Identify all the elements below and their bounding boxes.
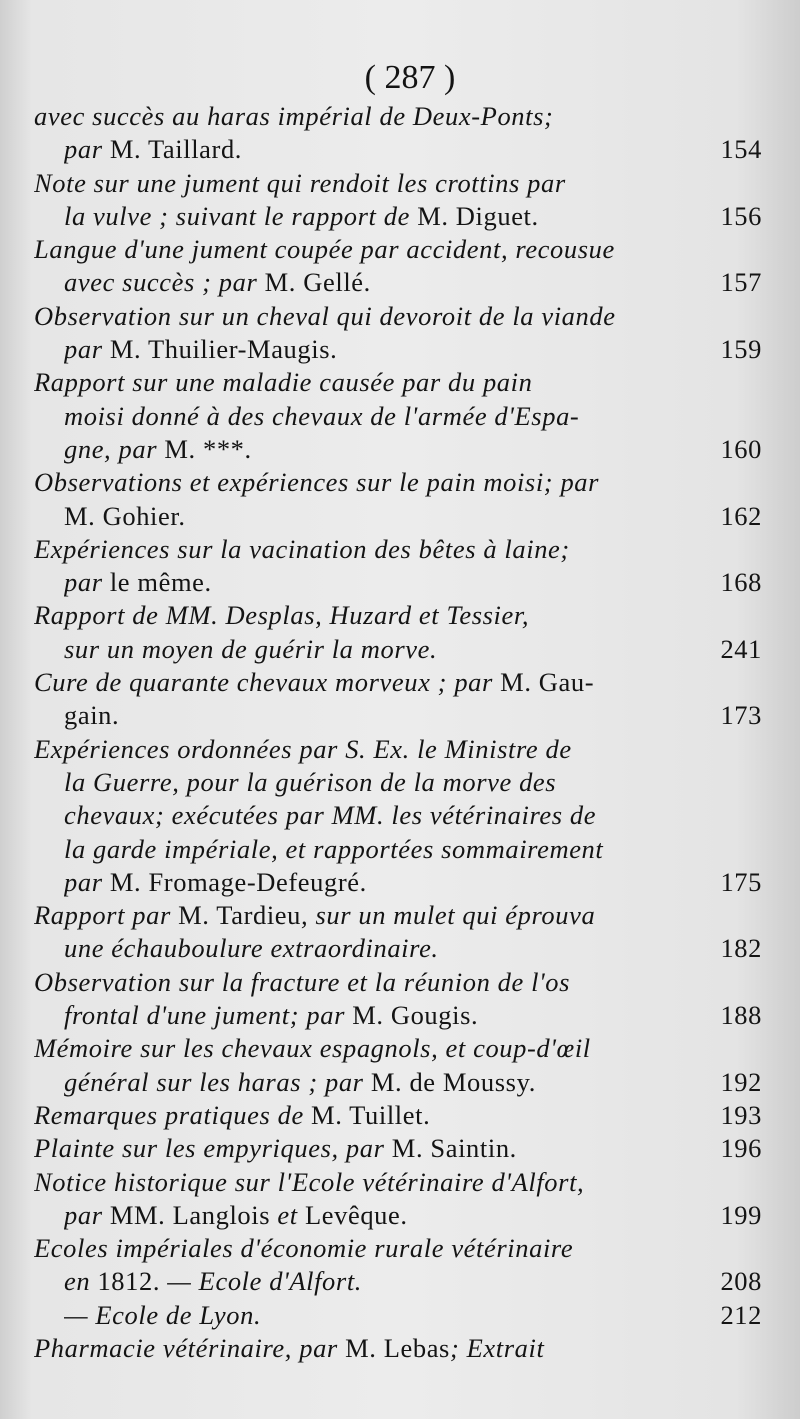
toc-entry xyxy=(34,666,762,733)
text-segment: Rapport par xyxy=(34,900,179,931)
entry-text xyxy=(64,333,710,366)
page-reference: 175 xyxy=(720,866,762,897)
page-reference: 168 xyxy=(720,567,762,598)
page-reference: 154 xyxy=(720,134,762,165)
page-number: ( 287 ) xyxy=(364,59,456,96)
entry-text xyxy=(64,133,710,166)
toc-entry-line xyxy=(34,766,762,799)
toc-entry-line xyxy=(34,333,762,366)
toc-entry-line xyxy=(34,233,762,266)
entry-text xyxy=(34,167,762,200)
text-segment: Levêque. xyxy=(304,1199,408,1230)
toc-entry-line xyxy=(34,699,762,732)
text-segment: la garde impériale, et rapportées sommairement xyxy=(64,833,604,864)
toc-entry-line xyxy=(34,300,762,333)
page-reference: 173 xyxy=(720,700,762,731)
text-segment: la vulve ; suivant le rapport de xyxy=(64,200,418,231)
text-segment: Plainte sur les empyriques, par xyxy=(34,1133,392,1164)
entry-text xyxy=(34,233,762,266)
page-reference: 199 xyxy=(720,1199,762,1230)
text-segment: Pharmacie vétérinaire, par xyxy=(34,1332,346,1363)
entry-text xyxy=(64,866,710,899)
text-segment: Ecoles impériales d'économie rurale vétérinaire xyxy=(34,1233,574,1264)
text-segment: gne, par xyxy=(64,433,165,464)
toc-entry-line xyxy=(34,200,762,233)
entry-text xyxy=(34,366,762,399)
entry-text xyxy=(34,666,762,699)
text-segment: et xyxy=(277,1199,305,1230)
toc-entry xyxy=(34,300,762,367)
page-reference: 160 xyxy=(720,433,762,464)
toc-entry xyxy=(34,966,762,1033)
toc-entry-line xyxy=(34,133,762,166)
toc-entry xyxy=(34,167,762,234)
entry-text xyxy=(34,899,762,932)
text-segment: M. Gellé. xyxy=(264,267,371,298)
toc-entry-line xyxy=(34,1032,762,1065)
toc-entry-line xyxy=(34,833,762,866)
text-segment: frontal d'une jument; par xyxy=(64,1000,353,1031)
text-segment: général sur les haras ; par xyxy=(64,1066,371,1097)
toc-entry-line xyxy=(34,999,762,1032)
toc-entry-line xyxy=(34,899,762,932)
page-reference: 212 xyxy=(720,1299,762,1330)
entry-text xyxy=(64,200,710,233)
text-segment: par xyxy=(64,1199,110,1230)
page-reference: 241 xyxy=(720,633,762,664)
toc-entry-line xyxy=(34,966,762,999)
toc-entry-line xyxy=(34,100,762,133)
text-segment: Observation sur la fracture et la réunion de l'os xyxy=(34,966,571,997)
entry-text xyxy=(64,699,710,732)
entry-text xyxy=(64,799,762,832)
entry-text xyxy=(34,599,762,632)
toc-entry-line xyxy=(34,500,762,533)
page-reference: 193 xyxy=(720,1099,762,1130)
entry-text xyxy=(34,733,762,766)
page-reference: 157 xyxy=(720,267,762,298)
text-segment: Observations et expériences sur le pain moisi; par xyxy=(34,467,600,498)
text-segment: une échauboulure extraordinaire. xyxy=(64,933,439,964)
toc-entry xyxy=(34,1032,762,1099)
toc-entry xyxy=(34,1232,762,1332)
entry-text xyxy=(34,100,762,133)
toc-entry xyxy=(34,233,762,300)
text-segment: Observation sur un cheval qui devoroit de la viande xyxy=(34,300,616,331)
entry-text xyxy=(34,1166,762,1199)
toc-entry xyxy=(34,1332,762,1365)
entry-text xyxy=(64,932,710,965)
text-segment: Mémoire sur les chevaux espagnols, et coup-d'œil xyxy=(34,1033,591,1064)
text-segment: Cure de quarante chevaux morveux ; par xyxy=(34,667,501,698)
page-reference: 208 xyxy=(720,1266,762,1297)
toc-entry-line xyxy=(34,932,762,965)
text-segment: Expériences ordonnées par S. Ex. le Ministre de xyxy=(34,733,572,764)
entry-text xyxy=(34,1232,762,1265)
text-segment: Rapport sur une maladie causée par du pain xyxy=(34,367,533,398)
text-segment: M. Taillard. xyxy=(109,134,243,165)
entry-text xyxy=(64,1299,710,1332)
page-reference: 182 xyxy=(720,933,762,964)
text-segment: Notice historique sur l'Ecole vétérinaire d'Alfort, xyxy=(34,1166,585,1197)
entry-text xyxy=(64,266,710,299)
text-segment: par xyxy=(64,866,110,897)
toc-entry xyxy=(34,533,762,600)
text-segment: gain. xyxy=(64,700,120,731)
toc-entry-line xyxy=(34,1332,762,1365)
text-segment: M. Diguet. xyxy=(417,200,539,231)
text-segment: par xyxy=(64,134,110,165)
text-segment: moisi donné à des chevaux de l'armée d'Espa- xyxy=(64,400,580,431)
toc-entry-line xyxy=(34,433,762,466)
entry-text xyxy=(64,1066,710,1099)
entry-text xyxy=(64,833,762,866)
toc-entry xyxy=(34,1132,762,1165)
toc-entry xyxy=(34,599,762,666)
text-segment: le même. xyxy=(109,567,212,598)
toc-entry-line xyxy=(34,533,762,566)
text-segment: par xyxy=(64,567,110,598)
toc-entry xyxy=(34,1099,762,1132)
toc-entry xyxy=(34,1166,762,1233)
text-segment: 1812. xyxy=(97,1266,161,1297)
text-segment: — Ecole de Lyon. xyxy=(64,1299,262,1330)
toc-entry-line xyxy=(34,1132,762,1165)
toc-entry-line xyxy=(34,799,762,832)
toc-entry-line xyxy=(34,266,762,299)
entry-text xyxy=(34,966,762,999)
text-segment: Note sur une jument qui rendoit les crottins par xyxy=(34,167,566,198)
text-segment: M. ***. xyxy=(164,433,252,464)
text-segment: — Ecole d'Alfort. xyxy=(160,1266,363,1297)
toc-entry-line xyxy=(34,866,762,899)
text-segment: M. Saintin. xyxy=(391,1133,517,1164)
toc-entry-line xyxy=(34,1066,762,1099)
entry-text xyxy=(34,533,762,566)
entry-text xyxy=(64,766,762,799)
text-segment: M. Tuillet. xyxy=(311,1099,431,1130)
text-segment: M. de Moussy. xyxy=(370,1066,536,1097)
entry-text xyxy=(64,500,710,533)
page-reference: 156 xyxy=(720,200,762,231)
text-segment: avec succès ; par xyxy=(64,267,265,298)
toc-entry xyxy=(34,899,762,966)
entry-text xyxy=(64,433,710,466)
text-segment: MM. Langlois xyxy=(109,1199,278,1230)
table-of-contents xyxy=(34,100,762,1365)
entry-text xyxy=(34,1032,762,1065)
page-reference: 162 xyxy=(720,500,762,531)
toc-entry-line xyxy=(34,366,762,399)
text-segment: M. Thuilier-Maugis. xyxy=(109,334,338,365)
entry-text xyxy=(64,1199,710,1232)
toc-entry-line xyxy=(34,1199,762,1232)
entry-text xyxy=(64,566,710,599)
text-segment: Rapport de MM. Desplas, Huzard et Tessier, xyxy=(34,600,530,631)
entry-text xyxy=(34,1099,710,1132)
entry-text xyxy=(64,400,762,433)
entry-text xyxy=(64,633,710,666)
text-segment: en xyxy=(64,1266,98,1297)
text-segment: M. Lebas xyxy=(345,1332,450,1363)
page-reference: 159 xyxy=(720,334,762,365)
entry-text xyxy=(34,1132,710,1165)
text-segment: sur un moyen de guérir la morve. xyxy=(64,633,438,664)
text-segment: ; Extrait xyxy=(449,1332,545,1363)
text-segment: la Guerre, pour la guérison de la morve des xyxy=(64,766,557,797)
toc-entry-line xyxy=(34,666,762,699)
page-reference: 188 xyxy=(720,1000,762,1031)
text-segment: Langue d'une jument coupée par accident, recousue xyxy=(34,234,615,265)
entry-text xyxy=(34,1332,762,1365)
toc-entry-line xyxy=(34,1099,762,1132)
toc-entry xyxy=(34,733,762,899)
toc-entry-line xyxy=(34,566,762,599)
page-reference: 196 xyxy=(720,1133,762,1164)
toc-entry-line xyxy=(34,1265,762,1298)
toc-entry-line xyxy=(34,167,762,200)
toc-entry-line xyxy=(34,400,762,433)
toc-entry-line xyxy=(34,1299,762,1332)
toc-entry xyxy=(34,366,762,466)
text-segment: par xyxy=(64,334,110,365)
entry-text xyxy=(34,300,762,333)
toc-entry-line xyxy=(34,733,762,766)
toc-entry xyxy=(34,466,762,533)
toc-entry-line xyxy=(34,633,762,666)
toc-entry-line xyxy=(34,1166,762,1199)
text-segment: chevaux; exécutées par MM. les vétérinaires de xyxy=(64,800,597,831)
text-segment: M. Gohier. xyxy=(64,500,186,531)
toc-entry xyxy=(34,100,762,167)
text-segment: M. Fromage-Defeugré. xyxy=(109,866,367,897)
toc-entry-line xyxy=(34,466,762,499)
text-segment: Expériences sur la vacination des bêtes à laine; xyxy=(34,533,570,564)
entry-text xyxy=(34,466,762,499)
text-segment: avec succès au haras impérial de Deux-Ponts; xyxy=(34,101,554,131)
text-segment: M. Gau- xyxy=(500,667,595,698)
toc-entry-line xyxy=(34,599,762,632)
text-segment: M. Gougis. xyxy=(352,1000,479,1031)
toc-entry-line xyxy=(34,1232,762,1265)
page-reference: 192 xyxy=(720,1066,762,1097)
entry-text xyxy=(64,1265,710,1298)
text-segment: , sur un mulet qui éprouva xyxy=(301,900,596,931)
text-segment: M. Tardieu xyxy=(178,900,302,931)
entry-text xyxy=(64,999,710,1032)
text-segment: Remarques pratiques de xyxy=(34,1099,312,1130)
